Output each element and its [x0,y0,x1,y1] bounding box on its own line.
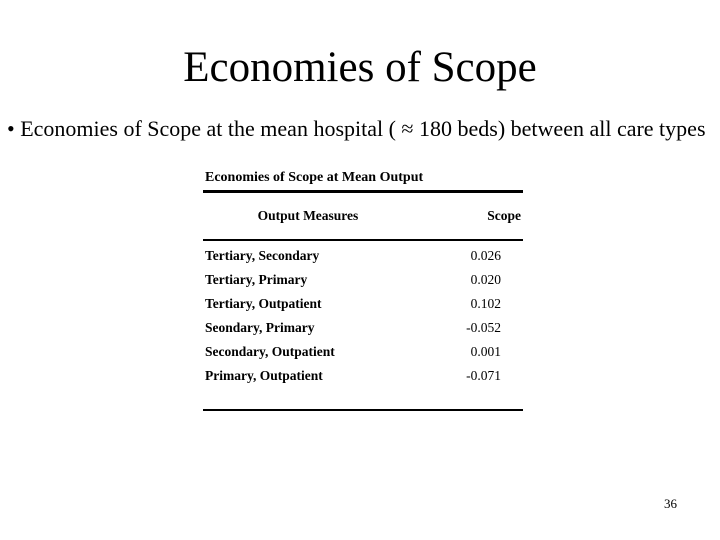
table-bottom-rule [203,409,523,411]
row-measure: Tertiary, Primary [205,272,308,287]
table-body [203,241,523,388]
page-number: 36 [664,496,677,511]
row-scope: 0.102 [470,296,501,311]
row-scope: -0.071 [466,368,501,383]
row-measure: Primary, Outpatient [205,368,323,383]
table-row [203,316,523,340]
row-scope: -0.052 [466,320,501,335]
slide-title: Economies of Scope [183,44,537,91]
header-scope: Scope [487,208,521,223]
scope-table [203,169,523,411]
row-measure: Seondary, Primary [205,320,315,335]
table-row [203,244,523,268]
row-measure: Tertiary, Outpatient [205,296,322,311]
row-scope: 0.026 [470,248,501,263]
bullet-text: • Economies of Scope at the mean hospital ( ≈ 180 beds) between all care types [7,116,706,141]
header-output-measures: Output Measures [257,208,359,223]
row-scope: 0.020 [470,272,501,287]
table-header-row [203,193,523,239]
table-row [203,292,523,316]
table-row [203,268,523,292]
row-scope: 0.001 [470,344,501,359]
table-bottom-spacer [203,388,523,409]
row-measure: Secondary, Outpatient [205,344,335,359]
table-caption: Economies of Scope at Mean Output [205,170,424,185]
table-row [203,340,523,364]
row-measure: Tertiary, Secondary [205,248,320,263]
table-row [203,364,523,388]
